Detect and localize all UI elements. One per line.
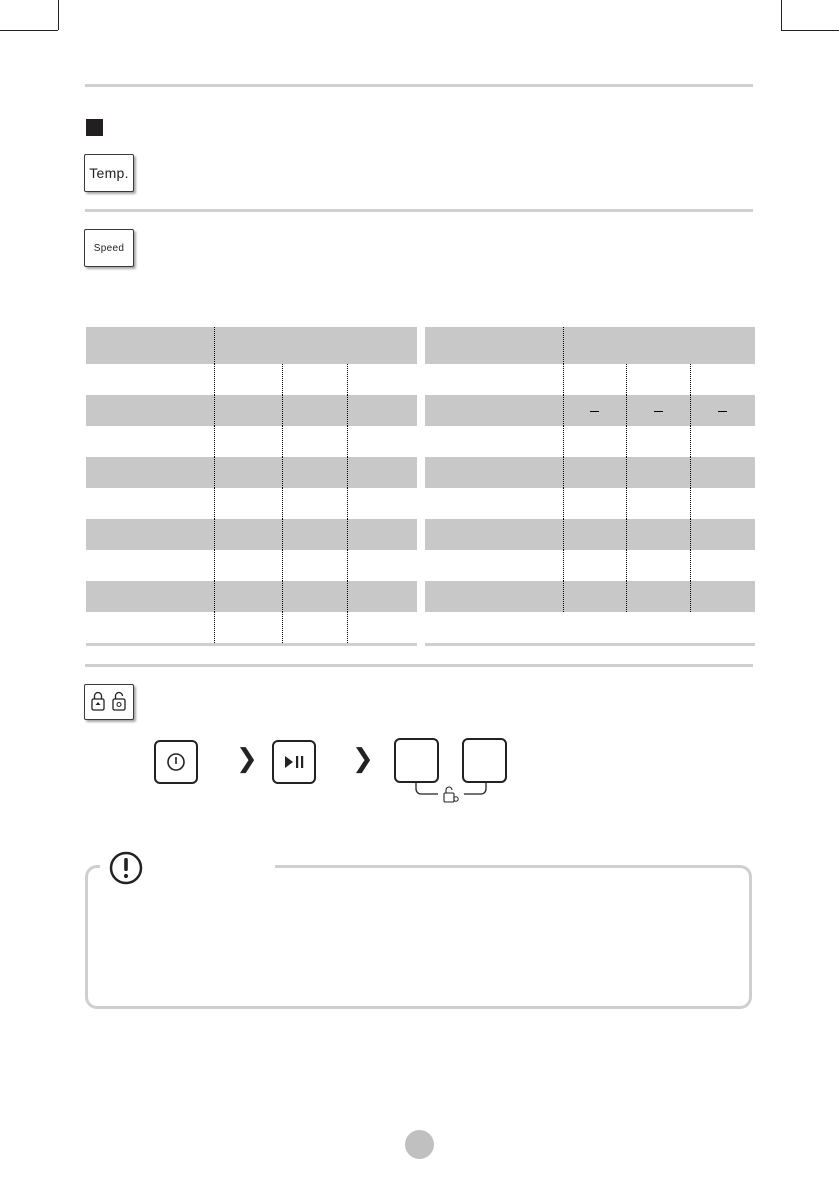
- table-row: [86, 550, 417, 581]
- child-lock-icon: [89, 690, 129, 714]
- section-marker: [86, 119, 103, 136]
- notice-box: [85, 865, 752, 1009]
- table-row: [86, 488, 417, 519]
- table-row: [86, 395, 417, 426]
- child-lock-icon: [444, 787, 458, 802]
- table-row: [86, 519, 417, 550]
- table-row: [86, 364, 417, 395]
- divider-rule-2: [85, 664, 753, 667]
- combo-bracket: [406, 783, 496, 807]
- crop-mark-top-left-v: [58, 0, 59, 30]
- power-icon: [165, 751, 187, 773]
- table-row: [86, 457, 417, 488]
- table-row: [425, 364, 755, 395]
- table-row: [425, 395, 755, 426]
- dash-mark: [718, 411, 727, 412]
- table-row: [425, 327, 755, 364]
- table-row: [425, 519, 755, 550]
- chevron-right-icon: ❯: [236, 744, 258, 774]
- crop-mark-top-right-v: [781, 0, 782, 30]
- header-rule: [85, 84, 753, 87]
- dash-mark: [654, 411, 663, 412]
- table-row: [86, 612, 417, 645]
- table-row: [86, 327, 417, 364]
- page-number-badge: [405, 1130, 434, 1159]
- table-row: [86, 426, 417, 457]
- temp-label: Temp.: [89, 165, 129, 181]
- dash-mark: [590, 411, 599, 412]
- table-row: [425, 550, 755, 581]
- spin-table-right: [425, 327, 755, 646]
- table-row: [425, 581, 755, 612]
- divider-rule-1: [85, 209, 753, 212]
- speed-label: Speed: [93, 242, 125, 254]
- crop-mark-top-left: [0, 30, 58, 31]
- speed-button-icon: [84, 229, 134, 267]
- temp-button-icon: [84, 154, 134, 192]
- exclamation-icon: [107, 849, 145, 887]
- crop-mark-top-right: [781, 30, 839, 31]
- start-pause-icon: [282, 753, 306, 771]
- power-button-illustration: [154, 740, 198, 784]
- chevron-right-icon: ❯: [352, 744, 374, 774]
- lock-combo-button-right: [462, 738, 507, 783]
- spin-table-left: [86, 327, 417, 646]
- lock-combo-button-left: [394, 738, 439, 783]
- table-row: [86, 581, 417, 612]
- table-row: [425, 488, 755, 519]
- start-pause-button-illustration: [272, 740, 316, 784]
- table-row: [425, 426, 755, 457]
- table-row: [425, 612, 755, 645]
- table-row: [425, 457, 755, 488]
- child-lock-button-icon: [84, 684, 134, 720]
